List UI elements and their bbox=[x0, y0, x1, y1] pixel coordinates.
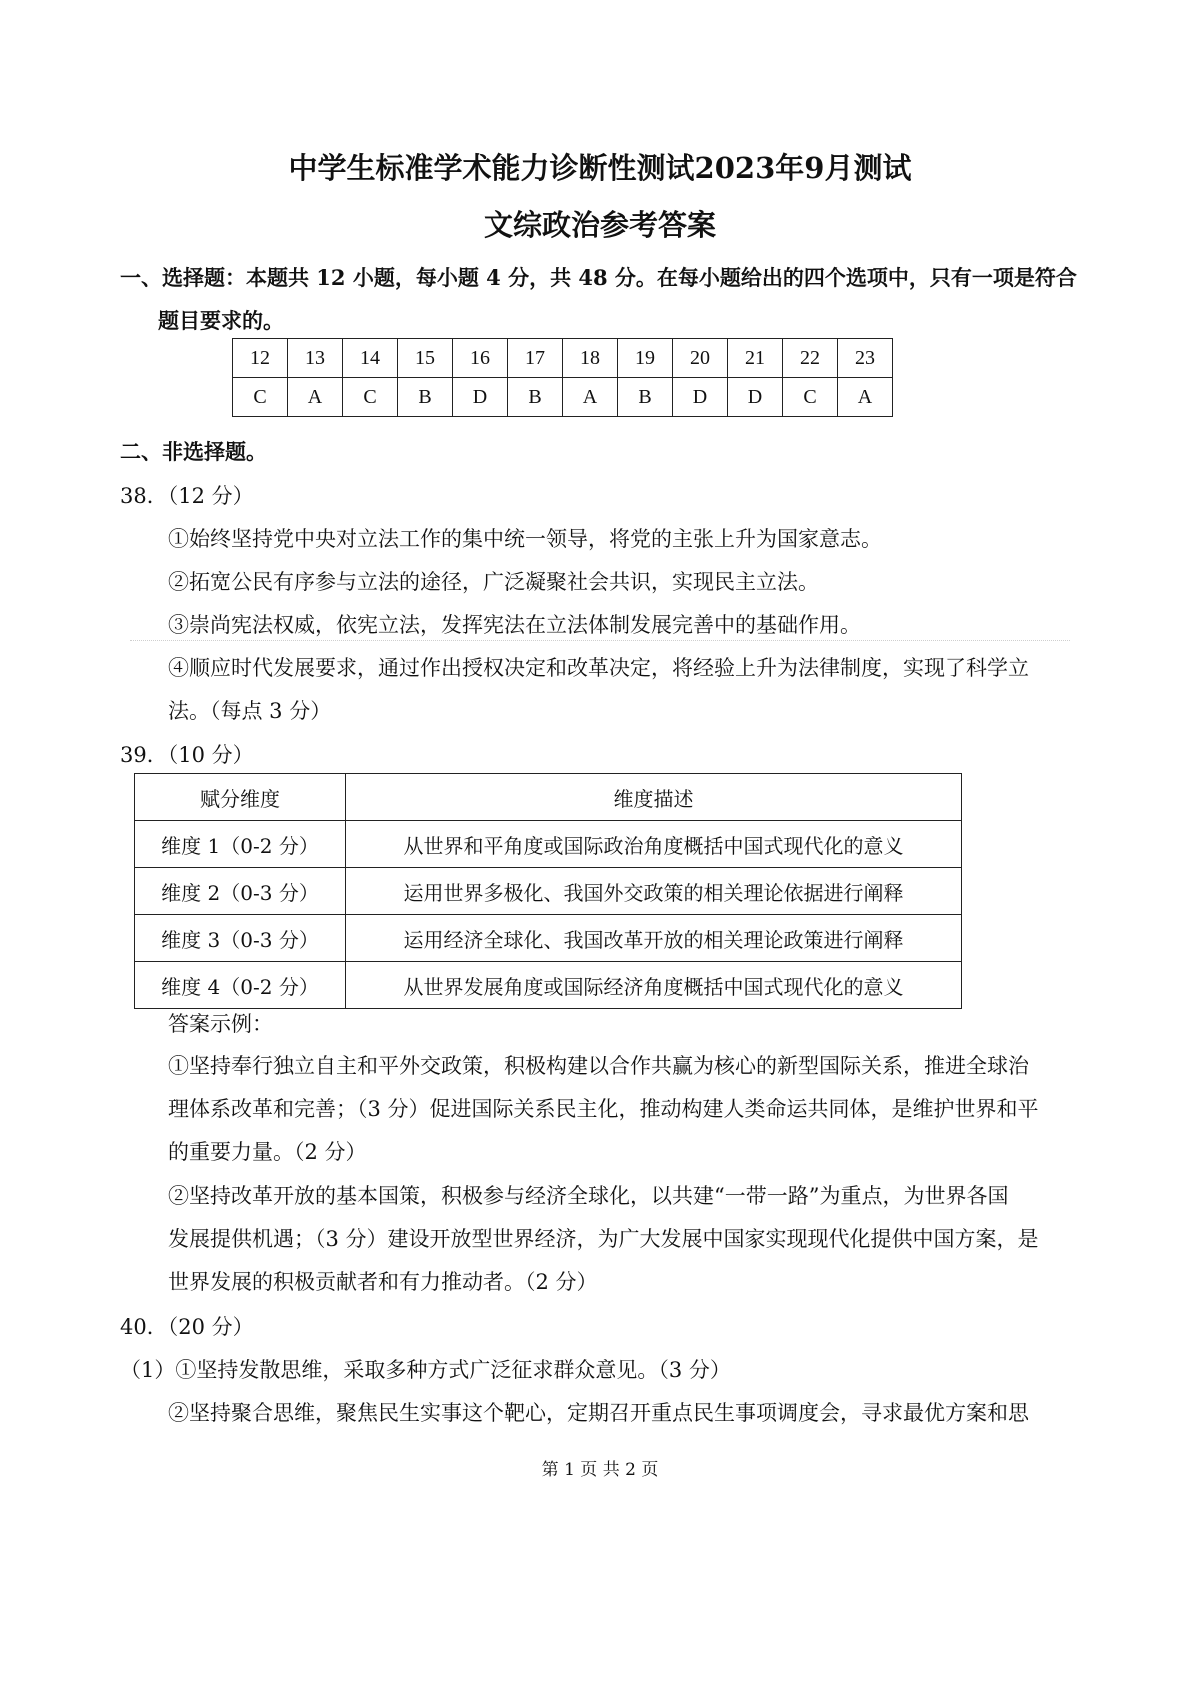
answer-cell: B bbox=[618, 378, 673, 417]
document-subtitle: 文综政治参考答案 bbox=[483, 208, 716, 242]
q39-label: 39．（10 分） bbox=[120, 743, 254, 767]
answer-cell: D bbox=[453, 378, 508, 417]
question-number-cell: 23 bbox=[838, 339, 893, 378]
answer-cell: B bbox=[398, 378, 453, 417]
question-number-cell: 21 bbox=[728, 339, 783, 378]
answer-table-answers-row bbox=[233, 378, 893, 417]
rubric-row bbox=[135, 821, 962, 868]
question-number-cell: 16 bbox=[453, 339, 508, 378]
rubric-dimension-cell: 维度 1（0-2 分） bbox=[135, 821, 346, 868]
question-number-cell: 12 bbox=[233, 339, 288, 378]
answer-example-line: 理体系改革和完善；（3 分）促进国际关系民主化，推动构建人类命运共同体，是维护世界和平 bbox=[168, 1097, 1039, 1121]
q40-line: ②坚持聚合思维，聚焦民生实事这个靶心，定期召开重点民生事项调度会，寻求最优方案和思 bbox=[168, 1401, 1029, 1425]
answer-example-line: ②坚持改革开放的基本国策，积极参与经济全球化，以共建“一带一路”为重点，为世界各国 bbox=[168, 1184, 1009, 1208]
question-number-cell: 15 bbox=[398, 339, 453, 378]
rubric-row bbox=[135, 915, 962, 962]
answer-cell: A bbox=[563, 378, 618, 417]
answer-cell: D bbox=[728, 378, 783, 417]
question-number-cell: 17 bbox=[508, 339, 563, 378]
answer-cell: A bbox=[838, 378, 893, 417]
answer-cell: C bbox=[233, 378, 288, 417]
rubric-header-cell: 维度描述 bbox=[346, 774, 962, 821]
rubric-description-cell: 从世界发展角度或国际经济角度概括中国式现代化的意义 bbox=[346, 962, 962, 1009]
answer-cell: A bbox=[288, 378, 343, 417]
q40-line: （1）①坚持发散思维，采取多种方式广泛征求群众意见。（3 分） bbox=[120, 1358, 731, 1382]
answer-example-line: 的重要力量。（2 分） bbox=[168, 1140, 367, 1164]
question-number-cell: 14 bbox=[343, 339, 398, 378]
rubric-row bbox=[135, 962, 962, 1009]
q38-label: 38．（12 分） bbox=[120, 484, 254, 508]
section1-heading: 一、选择题：本题共 12 小题，每小题 4 分，共 48 分。在每小题给出的四个选项中，只有一项是符合 bbox=[120, 265, 1077, 290]
section2-heading: 二、非选择题。 bbox=[120, 439, 267, 464]
q38-point: ③崇尚宪法权威，依宪立法，发挥宪法在立法体制发展完善中的基础作用。 bbox=[168, 613, 861, 637]
rubric-row bbox=[135, 868, 962, 915]
answer-example-label: 答案示例： bbox=[168, 1012, 273, 1036]
rubric-header-cell: 赋分维度 bbox=[135, 774, 346, 821]
question-number-cell: 20 bbox=[673, 339, 728, 378]
document-title: 中学生标准学术能力诊断性测试2023年9月测试 bbox=[288, 151, 912, 185]
q38-point-cont: 法。（每点 3 分） bbox=[168, 699, 332, 723]
rubric-dimension-cell: 维度 4（0-2 分） bbox=[135, 962, 346, 1009]
rubric-description-cell: 运用经济全球化、我国改革开放的相关理论政策进行阐释 bbox=[346, 915, 962, 962]
question-number-cell: 19 bbox=[618, 339, 673, 378]
answer-cell: B bbox=[508, 378, 563, 417]
answer-example-line: ①坚持奉行独立自主和平外交政策，积极构建以合作共赢为核心的新型国际关系，推进全球治 bbox=[168, 1054, 1029, 1078]
answer-cell: D bbox=[673, 378, 728, 417]
answer-example-line: 世界发展的积极贡献者和有力推动者。（2 分） bbox=[168, 1270, 598, 1294]
rubric-description-cell: 从世界和平角度或国际政治角度概括中国式现代化的意义 bbox=[346, 821, 962, 868]
section1-heading-cont: 题目要求的。 bbox=[158, 308, 284, 333]
question-number-cell: 13 bbox=[288, 339, 343, 378]
page-number: 第 1 页 共 2 页 bbox=[541, 1460, 659, 1480]
rubric-table bbox=[134, 773, 962, 1009]
answer-example-line: 发展提供机遇；（3 分）建设开放型世界经济，为广大发展中国家实现现代化提供中国方案，是 bbox=[168, 1227, 1039, 1251]
q38-point: ②拓宽公民有序参与立法的途径，广泛凝聚社会共识，实现民主立法。 bbox=[168, 570, 819, 594]
q38-point: ①始终坚持党中央对立法工作的集中统一领导，将党的主张上升为国家意志。 bbox=[168, 527, 882, 551]
rubric-description-cell: 运用世界多极化、我国外交政策的相关理论依据进行阐释 bbox=[346, 868, 962, 915]
answer-table bbox=[232, 338, 893, 417]
q40-label: 40．（20 分） bbox=[120, 1315, 254, 1339]
question-number-cell: 22 bbox=[783, 339, 838, 378]
q38-point: ④顺应时代发展要求，通过作出授权决定和改革决定，将经验上升为法律制度，实现了科学立 bbox=[168, 656, 1029, 680]
answer-table-numbers-row bbox=[233, 339, 893, 378]
answer-cell: C bbox=[783, 378, 838, 417]
divider bbox=[130, 640, 1070, 641]
question-number-cell: 18 bbox=[563, 339, 618, 378]
answer-cell: C bbox=[343, 378, 398, 417]
rubric-dimension-cell: 维度 3（0-3 分） bbox=[135, 915, 346, 962]
rubric-header-row bbox=[135, 774, 962, 821]
rubric-dimension-cell: 维度 2（0-3 分） bbox=[135, 868, 346, 915]
